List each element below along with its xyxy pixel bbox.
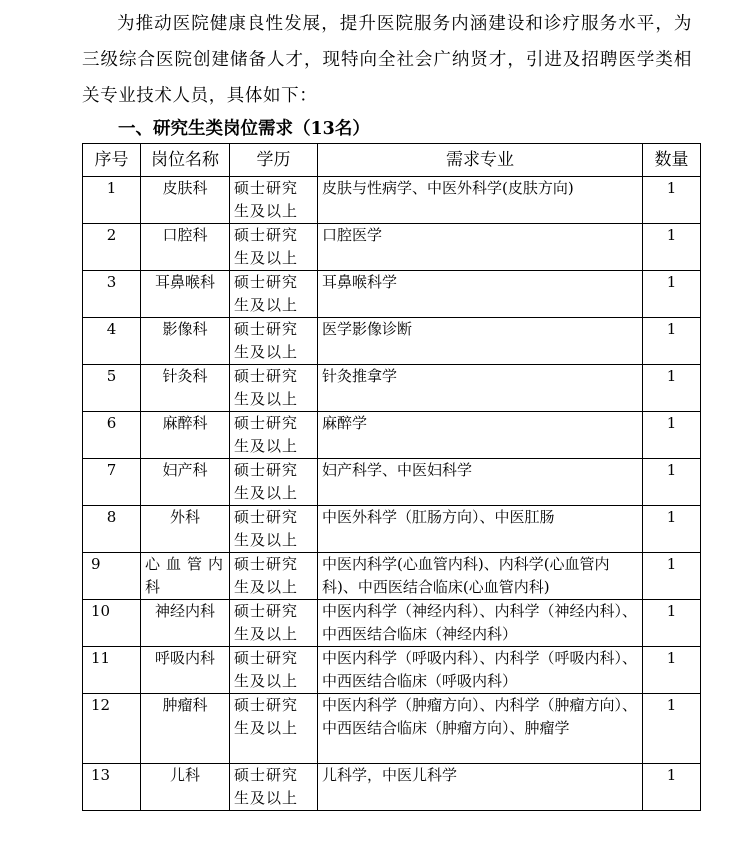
table-row: [83, 553, 701, 600]
table-row: [83, 271, 701, 318]
row-position: 皮肤科: [141, 177, 230, 224]
row-quantity: 1: [643, 600, 701, 647]
row-no: 12: [83, 694, 141, 764]
row-education: 硕士研究生及以上: [230, 506, 318, 553]
row-no: 13: [83, 764, 141, 811]
row-quantity: 1: [643, 553, 701, 600]
row-major: 口腔医学: [318, 224, 643, 271]
table-row: [83, 459, 701, 506]
row-education: 硕士研究生及以上: [230, 271, 318, 318]
row-major: 中医内科学(心血管内科)、内科学(心血管内科)、中西医结合临床(心血管内科): [318, 553, 643, 600]
row-education: 硕士研究生及以上: [230, 647, 318, 694]
row-quantity: 1: [643, 459, 701, 506]
row-major: 中医内科学（呼吸内科）、内科学（呼吸内科）、中西医结合临床（呼吸内科）: [318, 647, 643, 694]
row-education: 硕士研究生及以上: [230, 365, 318, 412]
row-quantity: 1: [643, 694, 701, 764]
row-position: 肿瘤科: [141, 694, 230, 764]
intro-paragraph: 为推动医院健康良性发展，提升医院服务内涵建设和诊疗服务水平，为三级综合医院创建储备人才，现特向全社会广纳贤才，引进及招聘医学类相关专业技术人员，具体如下：: [82, 14, 692, 106]
row-quantity: 1: [643, 764, 701, 811]
row-position: 耳鼻喉科: [141, 271, 230, 318]
table-row: [83, 600, 701, 647]
row-position: 神经内科: [141, 600, 230, 647]
row-position: 呼吸内科: [141, 647, 230, 694]
table-row: [83, 506, 701, 553]
header-education: 学历: [230, 144, 318, 177]
header-position: 岗位名称: [141, 144, 230, 177]
row-major: 皮肤与性病学、中医外科学(皮肤方向): [318, 177, 643, 224]
header-quantity: 数量: [643, 144, 701, 177]
row-education: 硕士研究生及以上: [230, 694, 318, 764]
row-education: 硕士研究生及以上: [230, 318, 318, 365]
row-quantity: 1: [643, 412, 701, 459]
row-position: 针灸科: [141, 365, 230, 412]
row-no: 7: [83, 459, 141, 506]
table-row: [83, 694, 701, 764]
row-quantity: 1: [643, 318, 701, 365]
row-education: 硕士研究生及以上: [230, 459, 318, 506]
row-position: 影像科: [141, 318, 230, 365]
positions-table: [82, 143, 701, 811]
section-heading: 一、研究生类岗位需求（13名）: [118, 119, 370, 139]
row-no: 2: [83, 224, 141, 271]
row-major: 耳鼻喉科学: [318, 271, 643, 318]
table-row: [83, 412, 701, 459]
row-no: 5: [83, 365, 141, 412]
row-no: 11: [83, 647, 141, 694]
table-row: [83, 318, 701, 365]
row-major: 中医外科学（肛肠方向）、中医肛肠: [318, 506, 643, 553]
row-education: 硕士研究生及以上: [230, 553, 318, 600]
table-row: [83, 647, 701, 694]
row-position: 麻醉科: [141, 412, 230, 459]
row-position: 心血管内科: [141, 553, 230, 600]
row-no: 8: [83, 506, 141, 553]
row-major: 医学影像诊断: [318, 318, 643, 365]
row-major: 针灸推拿学: [318, 365, 643, 412]
row-education: 硕士研究生及以上: [230, 600, 318, 647]
table-row: [83, 365, 701, 412]
row-education: 硕士研究生及以上: [230, 764, 318, 811]
row-no: 1: [83, 177, 141, 224]
row-quantity: 1: [643, 647, 701, 694]
row-education: 硕士研究生及以上: [230, 412, 318, 459]
row-major: 麻醉学: [318, 412, 643, 459]
row-no: 3: [83, 271, 141, 318]
row-major: 儿科学，中医儿科学: [318, 764, 643, 811]
row-no: 10: [83, 600, 141, 647]
row-quantity: 1: [643, 365, 701, 412]
row-no: 4: [83, 318, 141, 365]
table-row: [83, 177, 701, 224]
row-position: 口腔科: [141, 224, 230, 271]
row-quantity: 1: [643, 271, 701, 318]
row-position: 妇产科: [141, 459, 230, 506]
row-no: 9: [83, 553, 141, 600]
header-no: 序号: [83, 144, 141, 177]
header-major: 需求专业: [318, 144, 643, 177]
table-header-row: [83, 144, 701, 177]
row-position: 外科: [141, 506, 230, 553]
row-major: 中医内科学（神经内科）、内科学（神经内科）、中西医结合临床（神经内科）: [318, 600, 643, 647]
row-education: 硕士研究生及以上: [230, 177, 318, 224]
row-education: 硕士研究生及以上: [230, 224, 318, 271]
row-quantity: 1: [643, 224, 701, 271]
row-quantity: 1: [643, 177, 701, 224]
table-row: [83, 764, 701, 811]
row-major: 妇产科学、中医妇科学: [318, 459, 643, 506]
row-major: 中医内科学（肿瘤方向）、内科学（肿瘤方向）、中西医结合临床（肿瘤方向）、肿瘤学: [318, 694, 643, 764]
row-no: 6: [83, 412, 141, 459]
row-position: 儿科: [141, 764, 230, 811]
row-quantity: 1: [643, 506, 701, 553]
table-row: [83, 224, 701, 271]
